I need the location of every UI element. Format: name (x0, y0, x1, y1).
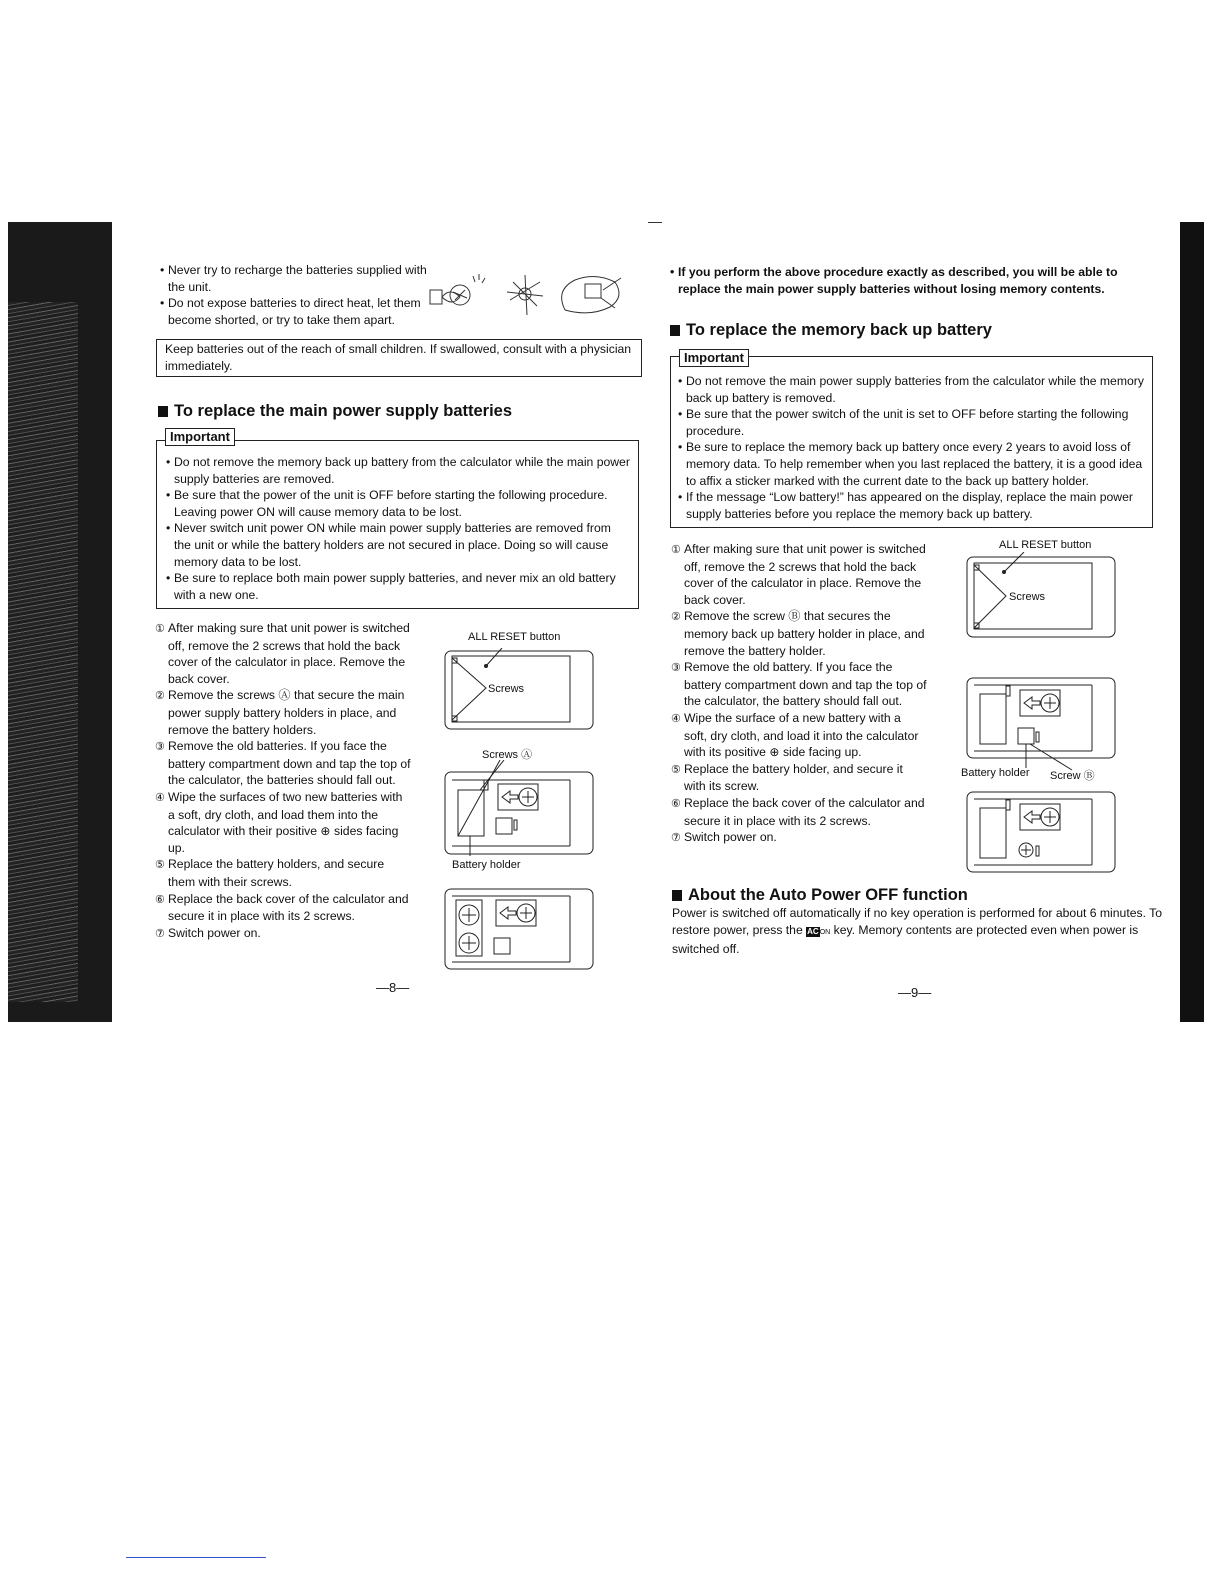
page-number-left: —8— (376, 980, 410, 995)
step-item: ④ Wipe the surface of a new battery with a soft, dry cloth, and load it into the calculator with its positive ⊕ side facing up. (671, 710, 919, 760)
important-item: • If the message “Low battery!” has appeared on the display, replace the main power supply batteries before you replace the memory back up battery. (676, 489, 1144, 522)
right-steps (671, 541, 927, 847)
battery-compartment-diagram (444, 760, 596, 856)
bullet-item: • Do not expose batteries to direct heat, let them become shorted, or try to take them apart. (158, 295, 428, 328)
battery-hazard-illustrations (425, 270, 635, 326)
auto-power-heading (672, 886, 968, 905)
screw-b-caption: Screw Ⓑ (1050, 770, 1095, 782)
short-circuit-icon (507, 275, 543, 315)
important-item: • Be sure to replace the memory back up battery once every 2 years to avoid loss of memory data. To help remember when you last replaced the battery, it is a good idea to affix a sticker marked with the current date to the back up battery holder. (676, 439, 1144, 489)
scan-underline (126, 1557, 266, 1558)
step-item: ⑦ Switch power on. (671, 830, 777, 845)
backup-battery-compartment-diagram (966, 676, 1118, 772)
battery-holder-caption: Battery holder (961, 767, 1030, 779)
heat-icon (430, 274, 485, 305)
disassemble-icon (562, 276, 621, 312)
all-reset-caption: ALL RESET button (468, 631, 561, 643)
important-item: • Be sure that the power of the unit is OFF before starting the following procedure. Leaving power ON will cause memory data to be lost. (164, 487, 630, 520)
warning-text: Keep batteries out of the reach of small children. If swallowed, consult with a physician immediately. (165, 342, 632, 373)
important-item: • Do not remove the memory back up battery from the calculator while the main power supply batteries are removed. (164, 454, 630, 487)
left-steps (155, 620, 411, 942)
heading-text: To replace the main power supply batteries (174, 402, 513, 420)
battery-holder-caption: Battery holder (452, 859, 521, 871)
step-item: ② Remove the screws Ⓐ that secure the main power supply battery holders in place, and remove the battery holders. (155, 688, 405, 737)
left-battery-bullets (158, 262, 428, 328)
step-item: ⑤ Replace the battery holders, and secure them with their screws. (155, 857, 385, 889)
important-label: Important (679, 349, 749, 367)
important-item: • Never switch unit power ON while main power supply batteries are removed from the unit or while the battery holders are not secured in place. Doing so will cause memory data to be lost. (164, 520, 630, 570)
page-number-right: —9— (898, 985, 932, 1000)
important-item: • Be sure that the power switch of the unit is set to OFF before starting the following procedure. (676, 406, 1144, 439)
left-important-list (164, 454, 630, 603)
step-item: ③ Remove the old battery. If you face the battery compartment down and tap the top of the calculator, the battery should fall out. (671, 660, 927, 709)
bullet-item: • Never try to recharge the batteries supplied with the unit. (158, 262, 428, 295)
heading-text: To replace the memory back up battery (686, 321, 992, 339)
left-section-heading (158, 402, 512, 421)
step-item: ⑦ Switch power on. (155, 925, 261, 940)
scan-edge-left (8, 222, 112, 1022)
screws-a-caption: Screws Ⓐ (482, 749, 533, 761)
ac-on-key-icon: ACON (807, 926, 831, 936)
right-top-note (668, 264, 1158, 297)
step-item: ② Remove the screw Ⓑ that secures the memory back up battery holder in place, and remove the battery holder. (671, 609, 925, 658)
important-item: • Be sure to replace both main power supply batteries, and never mix an old battery with a new one. (164, 570, 630, 603)
step-item: ③ Remove the old batteries. If you face the battery compartment down and tap the top of the calculator, the batteries should fall out. (155, 739, 411, 788)
step-item: ① After making sure that unit power is switched off, remove the 2 screws that hold the back cover of the calculator in place. Remove the back cover. (155, 621, 410, 686)
backup-battery-loaded-diagram (966, 790, 1118, 874)
step-item: ⑥ Replace the back cover of the calculator and secure it in place with its 2 screws. (155, 891, 409, 924)
scan-mark (648, 222, 662, 223)
step-item: ④ Wipe the surfaces of two new batteries with a soft, dry cloth, and load them into the calculator with their positive ⊕ sides facing up. (155, 789, 403, 855)
important-item: • Do not remove the main power supply batteries from the calculator while the memory back up battery is removed. (676, 373, 1144, 406)
top-note-text: • If you perform the above procedure exactly as described, you will be able to replace the main power supply batteries without losing memory contents. (668, 264, 1158, 297)
all-reset-caption: ALL RESET button (999, 539, 1092, 551)
screws-caption: Screws (1009, 591, 1046, 603)
screws-caption: Screws (488, 683, 525, 695)
scan-edge-right (1180, 222, 1204, 1022)
important-label: Important (165, 428, 235, 446)
child-safety-warning (156, 339, 642, 377)
step-item: ⑥ Replace the back cover of the calculator and secure it in place with its 2 screws. (671, 795, 925, 828)
step-item: ⑤ Replace the battery holder, and secure it with its screw. (671, 761, 903, 794)
batteries-loaded-diagram (444, 886, 596, 972)
right-section-heading (670, 321, 992, 340)
heading-text: About the Auto Power OFF function (688, 886, 968, 904)
right-important-list (676, 373, 1144, 522)
auto-power-paragraph: Power is switched off automatically if no key operation is performed for about 6 minutes. To restore power, press the ACON key. Memory contents are protected even when power is switched off. (672, 906, 1163, 957)
step-item: ① After making sure that unit power is switched off, remove the 2 screws that hold the back cover of the calculator in place. Remove the back cover. (671, 542, 926, 607)
